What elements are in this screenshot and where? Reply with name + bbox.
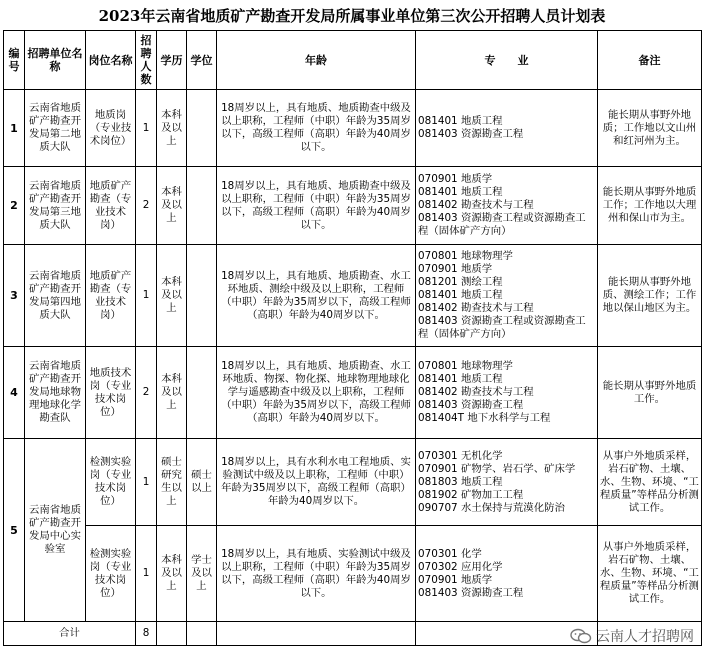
header-count: 招聘人数 xyxy=(136,31,157,90)
row-note: 从事户外地质采样，岩石矿物、土壤、水、生物、环境、“工程质量”等样品分析测试工作。 xyxy=(598,439,702,526)
major-item: 081402 勘查技术与工程 xyxy=(418,302,534,314)
row-post: 检测实验岗（专业技术岗位） xyxy=(86,526,136,622)
table-row xyxy=(4,245,702,347)
major-item: 070901 矿物学、岩石学、矿床学 xyxy=(418,462,576,475)
row-age: 18周岁以上，具有水利水电工程地质、实验测试中级及以上职称，工程师（中职）年龄为35周岁以下，高级工程师（高职）年龄为40周岁以下。 xyxy=(217,439,416,526)
row-count: 2 xyxy=(136,347,157,439)
major-item: 081403 资源勘查工程或资源勘查工程（固体矿产方向） xyxy=(418,212,586,237)
recruitment-plan-table xyxy=(3,30,702,646)
header-degree: 学位 xyxy=(187,31,217,90)
total-count: 8 xyxy=(136,622,157,646)
total-empty xyxy=(217,622,416,646)
row-count: 2 xyxy=(136,167,157,245)
watermark xyxy=(570,626,694,646)
header-age: 年龄 xyxy=(217,31,416,90)
table-header-row xyxy=(4,31,702,90)
major-item: 081403 资源勘查工程 xyxy=(418,399,524,411)
row-count: 1 xyxy=(136,439,157,526)
row-note: 能长期从事野外地质；工作地以文山州和红河州为主。 xyxy=(598,90,702,167)
major-item: 081803 地质工程 xyxy=(418,475,503,488)
watermark-text: 云南人才招聘网 xyxy=(596,629,694,645)
major-item: 081404T 地下水科学与工程 xyxy=(418,412,551,424)
major-item: 090707 水土保持与荒漠化防治 xyxy=(418,501,565,514)
header-post: 岗位名称 xyxy=(86,31,136,90)
major-item: 070302 应用化学 xyxy=(418,560,503,573)
row-id: 4 xyxy=(4,347,25,439)
header-note: 备注 xyxy=(598,31,702,90)
row-education: 本科及以上 xyxy=(157,167,187,245)
row-unit: 云南省地质矿产勘查开发局地球物理地球化学勘查队 xyxy=(25,347,86,439)
table-row xyxy=(4,526,702,622)
table-row xyxy=(4,439,702,526)
row-major xyxy=(416,347,598,439)
row-id: 2 xyxy=(4,167,25,245)
row-degree: 学士及以上 xyxy=(187,526,217,622)
row-degree xyxy=(187,90,217,167)
major-item: 081401 地质工程 xyxy=(418,115,503,127)
row-unit: 云南省地质矿产勘查开发局第三地质大队 xyxy=(25,167,86,245)
table-row xyxy=(4,90,702,167)
major-item: 081403 资源勘查工程 xyxy=(418,586,524,599)
major-item: 070901 地质学 xyxy=(418,263,493,275)
row-major xyxy=(416,439,598,526)
row-post: 地质技术岗（专业技术岗位） xyxy=(86,347,136,439)
row-degree xyxy=(187,347,217,439)
row-education: 本科及以上 xyxy=(157,90,187,167)
total-empty xyxy=(187,622,217,646)
row-post: 地质矿产勘查（专业技术岗） xyxy=(86,245,136,347)
row-unit: 云南省地质矿产勘查开发局第四地质大队 xyxy=(25,245,86,347)
row-post: 检测实验岗（专业技术岗位） xyxy=(86,439,136,526)
row-id: 1 xyxy=(4,90,25,167)
row-major xyxy=(416,245,598,347)
row-age: 18周岁以上，具有地质、地质勘查、水工环地质、物探、物化探、地球物理地球化学与遥感勘查中级及以上职称，工程师（中职）年龄为35周岁以下，高级工程师（高职）年龄为40周岁以下。 xyxy=(217,347,416,439)
wechat-icon xyxy=(570,628,592,644)
header-unit: 招聘单位名称 xyxy=(25,31,86,90)
major-item: 070301 无机化学 xyxy=(418,449,503,462)
major-item: 070901 地质学 xyxy=(418,173,493,185)
row-note: 能长期从事野外地质工作。 xyxy=(598,347,702,439)
row-age: 18周岁以上，具有地质、地质勘查、水工环地质、测绘中级及以上职称，工程师（中职）年龄为35周岁以下，高级工程师（高职）年龄为40周岁以下。 xyxy=(217,245,416,347)
major-item: 081201 测绘工程 xyxy=(418,276,503,288)
major-item: 070801 地球物理学 xyxy=(418,360,513,372)
row-unit: 云南省地质矿产勘查开发局中心实验室 xyxy=(25,439,86,622)
major-item: 081401 地质工程 xyxy=(418,186,503,198)
row-degree: 硕士以上 xyxy=(187,439,217,526)
row-degree xyxy=(187,245,217,347)
major-item: 081902 矿物加工工程 xyxy=(418,488,524,501)
header-id: 编号 xyxy=(4,31,25,90)
header-education: 学历 xyxy=(157,31,187,90)
major-item: 081403 资源勘查工程 xyxy=(418,128,524,140)
row-count: 1 xyxy=(136,526,157,622)
row-education: 本科及以上 xyxy=(157,245,187,347)
row-age: 18周岁以上，具有地质、地质勘查中级及以上职称，工程师（中职）年龄为35周岁以下，高级工程师（高职）年龄为40周岁以下。 xyxy=(217,90,416,167)
major-item: 081403 资源勘查工程或资源勘查工程（固体矿产方向） xyxy=(418,315,586,340)
total-label: 合计 xyxy=(4,622,136,646)
row-note: 能长期从事野外地质、测绘工作；工作地以保山地区为主。 xyxy=(598,245,702,347)
row-post: 地质矿产勘查（专业技术岗） xyxy=(86,167,136,245)
row-count: 1 xyxy=(136,245,157,347)
major-item: 081401 地质工程 xyxy=(418,373,503,385)
row-age: 18周岁以上，具有地质、地质勘查中级及以上职称，工程师（中职）年龄为35周岁以下，高级工程师（高职）年龄为40周岁以下。 xyxy=(217,167,416,245)
major-item: 070801 地球物理学 xyxy=(418,250,513,262)
table-row xyxy=(4,167,702,245)
row-age: 18周岁以上，具有地质、实验测试中级及以上职称，工程师（中职）年龄为35周岁以下，高级工程师（高职）年龄为40周岁以下。 xyxy=(217,526,416,622)
row-post: 地质岗（专业技术岗位） xyxy=(86,90,136,167)
row-major xyxy=(416,167,598,245)
row-major xyxy=(416,90,598,167)
header-major: 专 业 xyxy=(416,31,598,90)
row-degree xyxy=(187,167,217,245)
row-education: 本科及以上 xyxy=(157,347,187,439)
major-item: 081402 勘查技术与工程 xyxy=(418,199,534,211)
row-note: 能长期从事野外地质工作；工作地以大理州和保山市为主。 xyxy=(598,167,702,245)
row-education: 本科及以上 xyxy=(157,526,187,622)
table-row xyxy=(4,347,702,439)
total-empty xyxy=(157,622,187,646)
major-item: 070301 化学 xyxy=(418,547,482,560)
major-item: 070901 地质学 xyxy=(418,573,493,586)
major-item: 081402 勘查技术与工程 xyxy=(418,386,534,398)
row-unit: 云南省地质矿产勘查开发局第二地质大队 xyxy=(25,90,86,167)
row-id: 3 xyxy=(4,245,25,347)
page-title: 2023年云南省地质矿产勘查开发局所属事业单位第三次公开招聘人员计划表 xyxy=(98,6,606,25)
major-item: 081401 地质工程 xyxy=(418,289,503,301)
row-note: 从事户外地质采样，岩石矿物、土壤、水、生物、环境、“工程质量”等样品分析测试工作。 xyxy=(598,526,702,622)
row-count: 1 xyxy=(136,90,157,167)
row-education: 硕士研究生以上 xyxy=(157,439,187,526)
row-id: 5 xyxy=(4,439,25,622)
row-major xyxy=(416,526,598,622)
